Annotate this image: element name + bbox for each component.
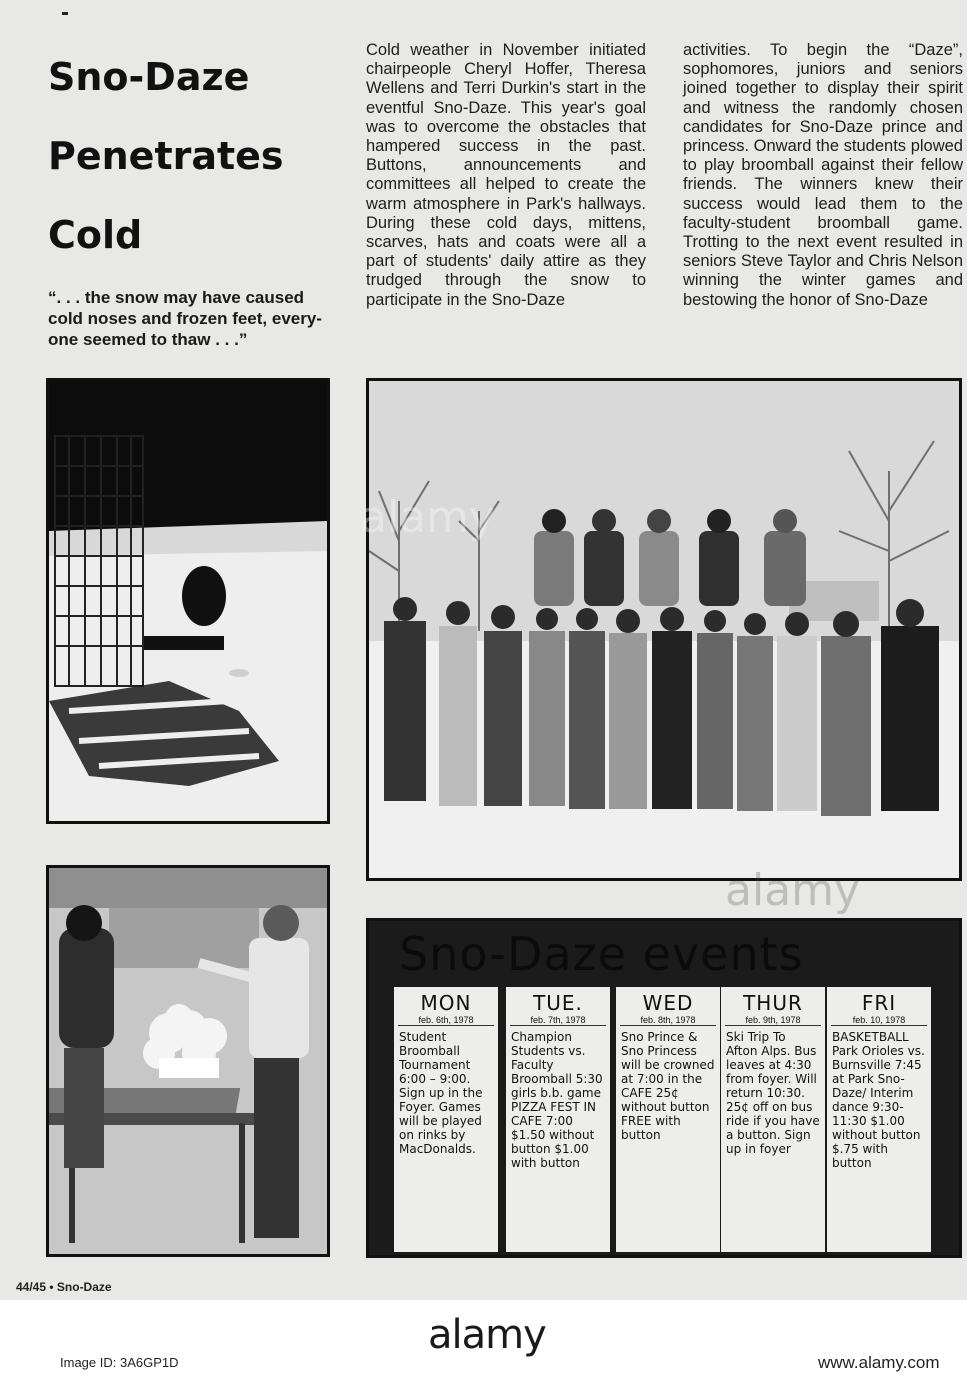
day-name: TUE. xyxy=(533,991,583,1015)
rink-illustration xyxy=(49,381,327,821)
day-date: feb. 9th, 1978 xyxy=(725,1015,821,1026)
day-events: Sno Prince & Sno Princess will be crowned at 7:00 in the CAFE 25¢ without button FREE with button xyxy=(621,1030,715,1142)
board-title: Sno-Daze events xyxy=(399,927,804,981)
image-id: Image ID: 3A6GP1D xyxy=(60,1355,179,1370)
title-line-1: Sno-Daze xyxy=(48,55,250,99)
day-name: WED xyxy=(642,991,694,1015)
alamy-logo[interactable] xyxy=(428,1312,546,1358)
day-name: FRI xyxy=(861,991,897,1015)
site-url[interactable]: www.alamy.com xyxy=(818,1353,940,1372)
title-line-3: Cold xyxy=(48,213,143,257)
day-date: feb. 10, 1978 xyxy=(831,1015,927,1026)
day-date: feb. 8th, 1978 xyxy=(620,1015,716,1026)
dash-mark xyxy=(62,12,68,15)
watermark: alamy xyxy=(360,492,496,543)
day-name: THUR xyxy=(743,991,803,1015)
day-events: Student Broomball Tournament 6:00 – 9:00. Sign up in the Foyer. Games will be played on rinks by MacDonalds. xyxy=(399,1030,483,1156)
body-column-2: activities. To begin the “Daze”, sophomores, juniors and seniors joined together to display their spirit and witness the randomly chosen candidates for Sno-Daze prince and princess. Onward the students plowed to play broomball against their fellow friends. The winners knew their success would lead them to the faculty-student broomball game. Trotting to the next event resulted in seniors Steve Taylor and Chris Nelson winning the winter games and bestowing the honor of Sno-Daze xyxy=(683,41,963,309)
body-column-1: Cold weather in November initiated chairpeople Cheryl Hoffer, Theresa Wellens and Terri Durkin's start in the eventful Sno-Daze. This year's goal was to overcome the obstacles that hampered success in the past. Buttons, announcements and committees all helped to create the warm atmosphere in Park's hallways. During these cold days, mittens, scarves, hats and coats were all a part of students' daily attire as they trudged through the snow to participate in the Sno-Daze xyxy=(366,41,646,309)
photo-group-candidates xyxy=(366,378,962,881)
photo-flowers-table xyxy=(46,865,330,1257)
day-name: MON xyxy=(420,991,472,1015)
board-day-thur xyxy=(721,987,825,1252)
board-day-fri xyxy=(827,987,931,1252)
photo-broomball-rink xyxy=(46,378,330,824)
logo-text: alamy xyxy=(428,1312,546,1358)
article-title xyxy=(48,38,328,275)
day-events: Ski Trip To Afton Alps. Bus leaves at 4:30 from foyer. Will return 10:30. 25¢ off on bus ride if you have a button. Sign up in foyer xyxy=(726,1030,820,1156)
pull-quote: “. . . the snow may have caused cold noses and frozen feet, every-one seemed to thaw . . .” xyxy=(48,288,322,349)
group-illustration xyxy=(369,381,959,878)
board-day-wed xyxy=(616,987,720,1252)
day-events: BASKETBALL Park Orioles vs. Burnsville 7:45 at Park Sno-Daze/ Interim dance 9:30-11:30 $1.00 without button $.75 with button xyxy=(832,1030,925,1170)
board-day-tue xyxy=(506,987,610,1252)
flowers-illustration xyxy=(49,868,327,1254)
watermark: alamy xyxy=(725,865,861,916)
board-day-mon xyxy=(394,987,498,1252)
title-line-2: Penetrates xyxy=(48,134,284,178)
day-date: feb. 6th, 1978 xyxy=(398,1015,494,1026)
page-footer: 44/45 • Sno-Daze xyxy=(16,1280,112,1294)
day-date: feb. 7th, 1978 xyxy=(510,1015,606,1026)
day-events: Champion Students vs. Faculty Broomball 5:30 girls b.b. game PIZZA FEST IN CAFE 7:00 $1.50 without button $1.00 with button xyxy=(511,1030,603,1170)
photo-events-board xyxy=(366,918,962,1258)
